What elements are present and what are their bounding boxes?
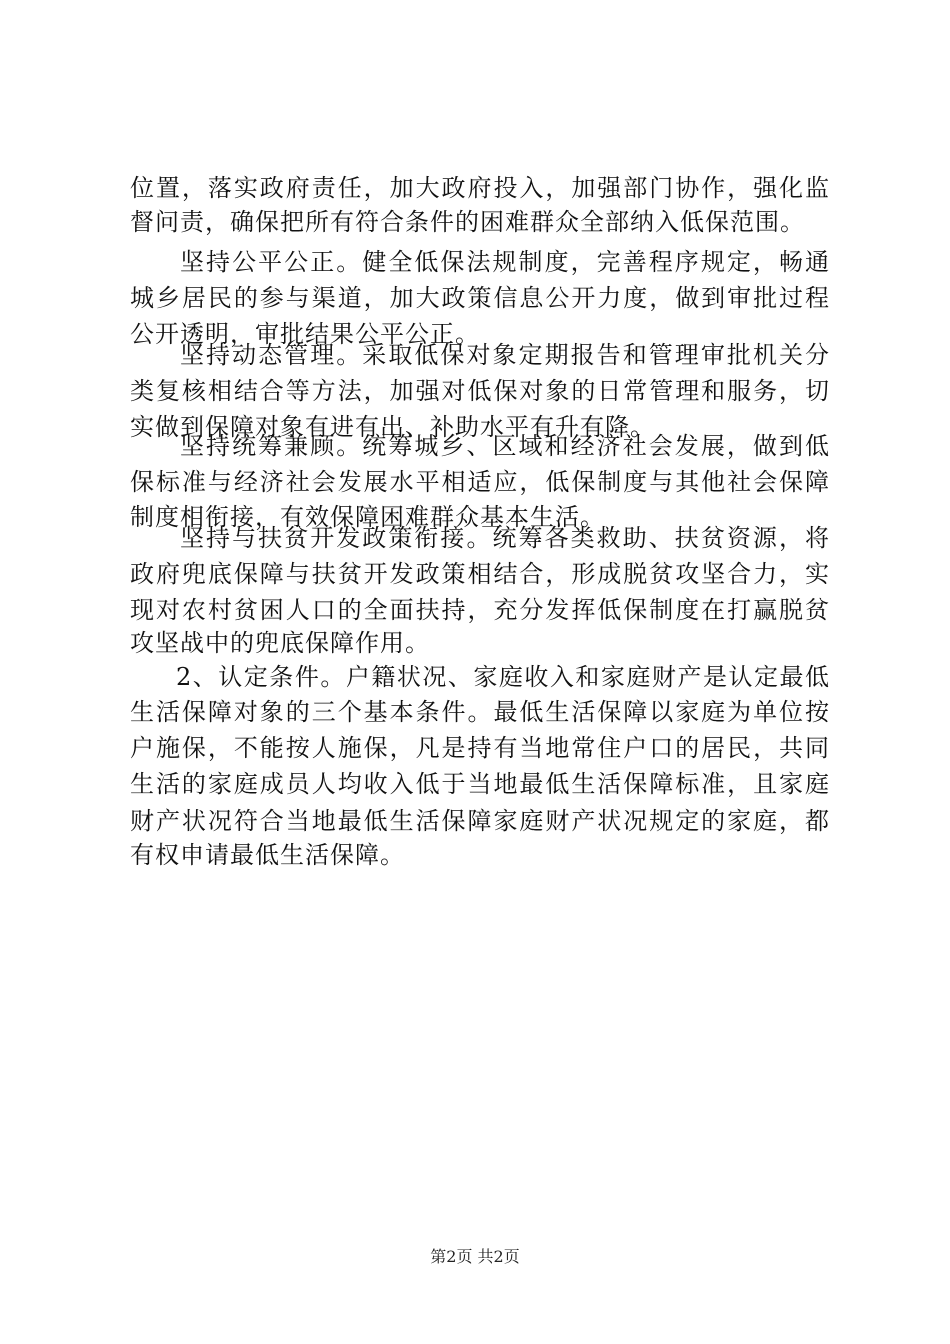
paragraph-line: 制度相衔接，有效保障困难群众基本生活。 xyxy=(130,503,605,531)
paragraph-line: 2、认定条件。户籍状况、家庭收入和家庭财产是认定最低 xyxy=(176,663,830,691)
paragraph-line: 类复核相结合等方法，加强对低保对象的日常管理和服务，切 xyxy=(130,377,830,405)
paragraph-line: 城乡居民的参与渠道，加大政策信息公开力度，做到审批过程 xyxy=(130,284,830,312)
page-number-footer: 第2页 共2页 xyxy=(430,1247,520,1266)
paragraph-line: 现对农村贫困人口的全面扶持，充分发挥低保制度在打赢脱贫 xyxy=(130,596,830,624)
paragraph-line: 坚持公平公正。健全低保法规制度，完善程序规定，畅通 xyxy=(180,248,830,276)
paragraph-line: 政府兜底保障与扶贫开发政策相结合，形成脱贫攻坚合力，实 xyxy=(130,560,830,588)
paragraph-line: 坚持统筹兼顾。统筹城乡、区域和经济社会发展，做到低 xyxy=(180,432,830,460)
paragraph-line: 有权申请最低生活保障。 xyxy=(130,841,405,869)
paragraph-line: 公开透明，审批结果公平公正。 xyxy=(130,320,480,348)
paragraph-line: 位置，落实政府责任，加大政府投入，加强部门协作，强化监 xyxy=(130,174,830,202)
paragraph-line: 户施保，不能按人施保，凡是持有当地常住户口的居民，共同 xyxy=(130,734,830,762)
paragraph-line: 坚持与扶贫开发政策衔接。统筹各类救助、扶贫资源，将 xyxy=(180,524,830,552)
paragraph-line: 实做到保障对象有进有出、补助水平有升有降。 xyxy=(130,413,655,441)
paragraph-line: 财产状况符合当地最低生活保障家庭财产状况规定的家庭，都 xyxy=(130,807,830,835)
paragraph-line: 生活保障对象的三个基本条件。最低生活保障以家庭为单位按 xyxy=(130,698,830,726)
paragraph-line: 坚持动态管理。采取低保对象定期报告和管理审批机关分 xyxy=(180,341,830,369)
paragraph-line: 保标准与经济社会发展水平相适应，低保制度与其他社会保障 xyxy=(130,468,830,496)
paragraph-line: 攻坚战中的兜底保障作用。 xyxy=(130,629,430,657)
paragraph-line: 督问责，确保把所有符合条件的困难群众全部纳入低保范围。 xyxy=(130,208,805,236)
paragraph-line: 生活的家庭成员人均收入低于当地最低生活保障标准，且家庭 xyxy=(130,770,830,798)
